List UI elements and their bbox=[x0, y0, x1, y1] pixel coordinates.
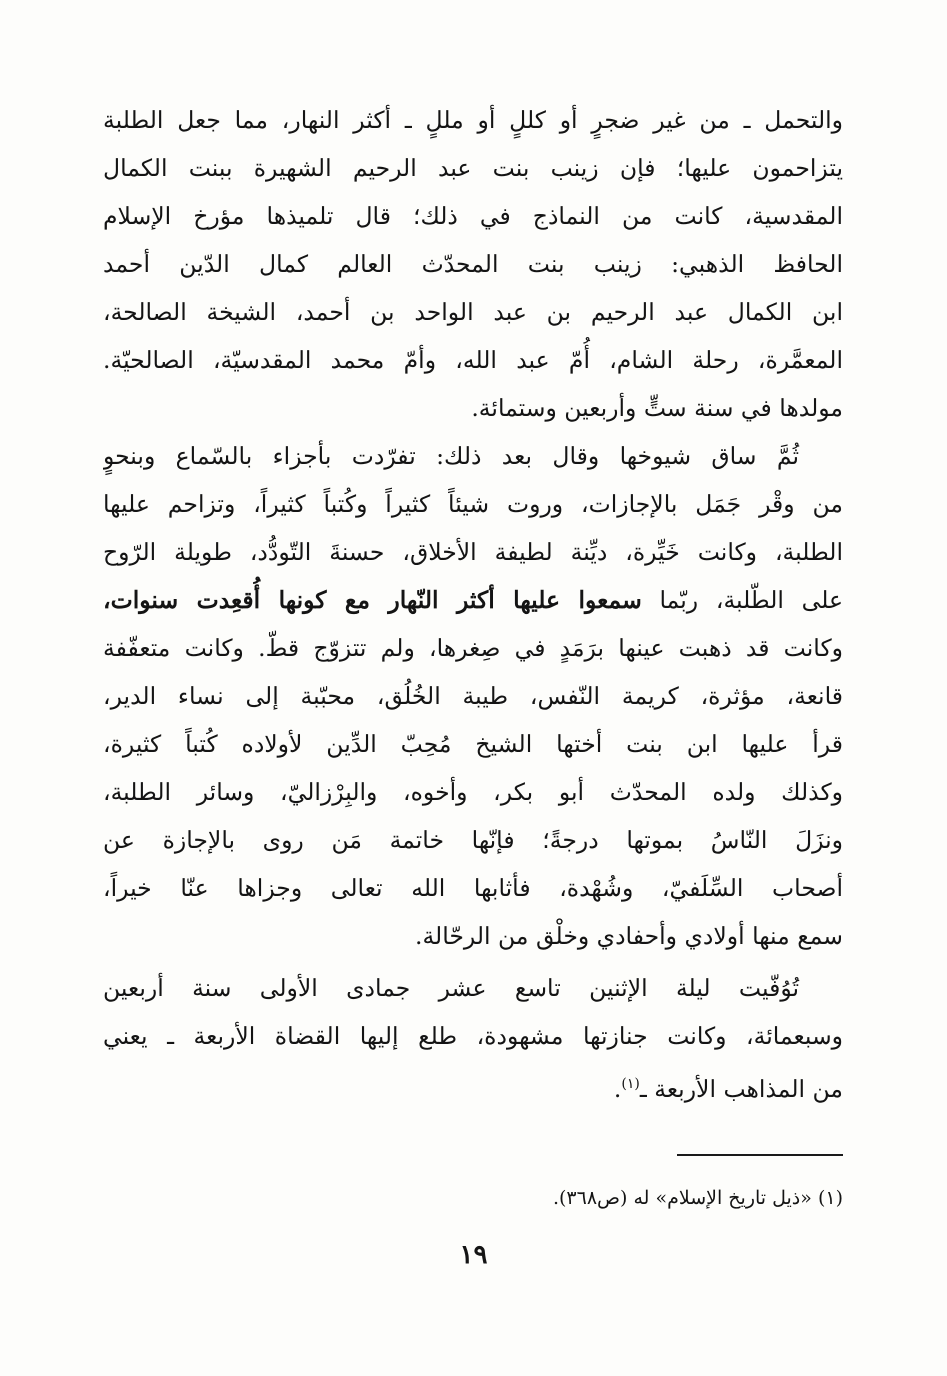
bold-phrase: سمعوا عليها أكثر النّهار مع كونها أُقعِدت سنوات، bbox=[103, 586, 642, 614]
paragraph-1 bbox=[103, 96, 843, 432]
text-line: تُوُفّيت ليلة الإثنين تاسع عشر جمادى الأولى سنة أربعين bbox=[103, 974, 799, 1002]
text-line: المقدسية، كانت من النماذج في ذلك؛ قال تلميذها مؤرخ الإسلام bbox=[103, 202, 843, 230]
text-line: الطلبة، وكانت خَيِّرة، ديِّنة لطيفة الأخلاق، حسنةَ التّودُّد، طويلة الرّوح bbox=[103, 538, 843, 566]
footnote bbox=[103, 1182, 843, 1214]
text-line: من وقْر جَمَل بالإجازات، وروت شيئاً كثيراً وكُتباً كثيراً، وتزاحم عليها bbox=[103, 490, 843, 518]
text-line: قانعة، مؤثرة، كريمة النّفس، طيبة الخُلُق، محبّبة إلى نساء الدير، bbox=[103, 682, 843, 710]
footnote-text: «ذيل تاريخ الإسلام» له (ص٣٦٨). bbox=[552, 1187, 812, 1209]
footnote-reference[interactable]: (١) bbox=[621, 1076, 640, 1092]
text-line: والتحمل ـ من غير ضجرٍ أو كللٍ أو مللٍ ـ أكثر النهار، مما جعل الطلبة bbox=[103, 106, 843, 134]
text-line: يتزاحمون عليها؛ فإن زينب بنت عبد الرحيم الشهيرة ببنت الكمال bbox=[103, 154, 843, 182]
text-line-with-footnote bbox=[103, 1060, 843, 1108]
text-line: ثُمَّ ساق شيوخها وقال بعد ذلك: تفرّدت بأجزاء بالسّماع وبنحوٍ bbox=[103, 442, 799, 470]
text-line: الحافظ الذهبي: زينب بنت المحدّث العالم كمال الدّين أحمد bbox=[103, 250, 843, 278]
text-line: ابن الكمال عبد الرحيم بن عبد الواحد بن أحمد، الشيخة الصالحة، bbox=[103, 298, 843, 326]
text-line: قرأ عليها ابن بنت أختها الشيخ مُحِبّ الدِّين لأولاده كُتباً كثيرة، bbox=[103, 730, 843, 758]
page-number: ١٩ bbox=[459, 1240, 488, 1270]
text-line: أصحاب السِّلَفيّ، وشُهْدة، فأثابها الله تعالى وجزاها عنّا خيراً، bbox=[103, 874, 843, 902]
text-line: وكذلك ولده المحدّث أبو بكر، وأخوه، والبِرْزاليّ، وسائر الطلبة، bbox=[103, 778, 843, 806]
footnote-marker: (١) bbox=[817, 1187, 843, 1209]
text-line: مولدها في سنة ستٍّ وأربعين وستمائة. bbox=[471, 394, 843, 422]
paragraph-2 bbox=[103, 432, 843, 960]
line-text: من المذاهب الأربعة ـ bbox=[639, 1074, 843, 1103]
text-line: المعمَّرة، رحلة الشام، أُمّ عبد الله، وأمّ محمد المقدسيّة، الصالحيّة. bbox=[103, 346, 843, 374]
footnote-divider bbox=[677, 1154, 843, 1156]
line-end-punct: . bbox=[613, 1074, 622, 1103]
line-prefix: على الطّلبة، ربّما bbox=[641, 586, 843, 614]
text-line: ونزَلَ النّاسُ بموتها درجةً؛ فإنّها خاتمة مَن روى بالإجازة عن bbox=[103, 826, 843, 854]
text-line: وكانت قد ذهبت عينها برَمَدٍ في صِغرها، ولم تتزوّج قطّ. وكانت متعفّفة bbox=[103, 634, 843, 662]
paragraph-3 bbox=[103, 964, 843, 1108]
text-line: سمع منها أولادي وأحفادي وخلْق من الرحّالة. bbox=[414, 922, 843, 950]
text-line: وسبعمائة، وكانت جنازتها مشهودة، طلع إليها القضاة الأربعة ـ يعني bbox=[103, 1022, 843, 1050]
text-line-with-bold bbox=[103, 576, 843, 624]
